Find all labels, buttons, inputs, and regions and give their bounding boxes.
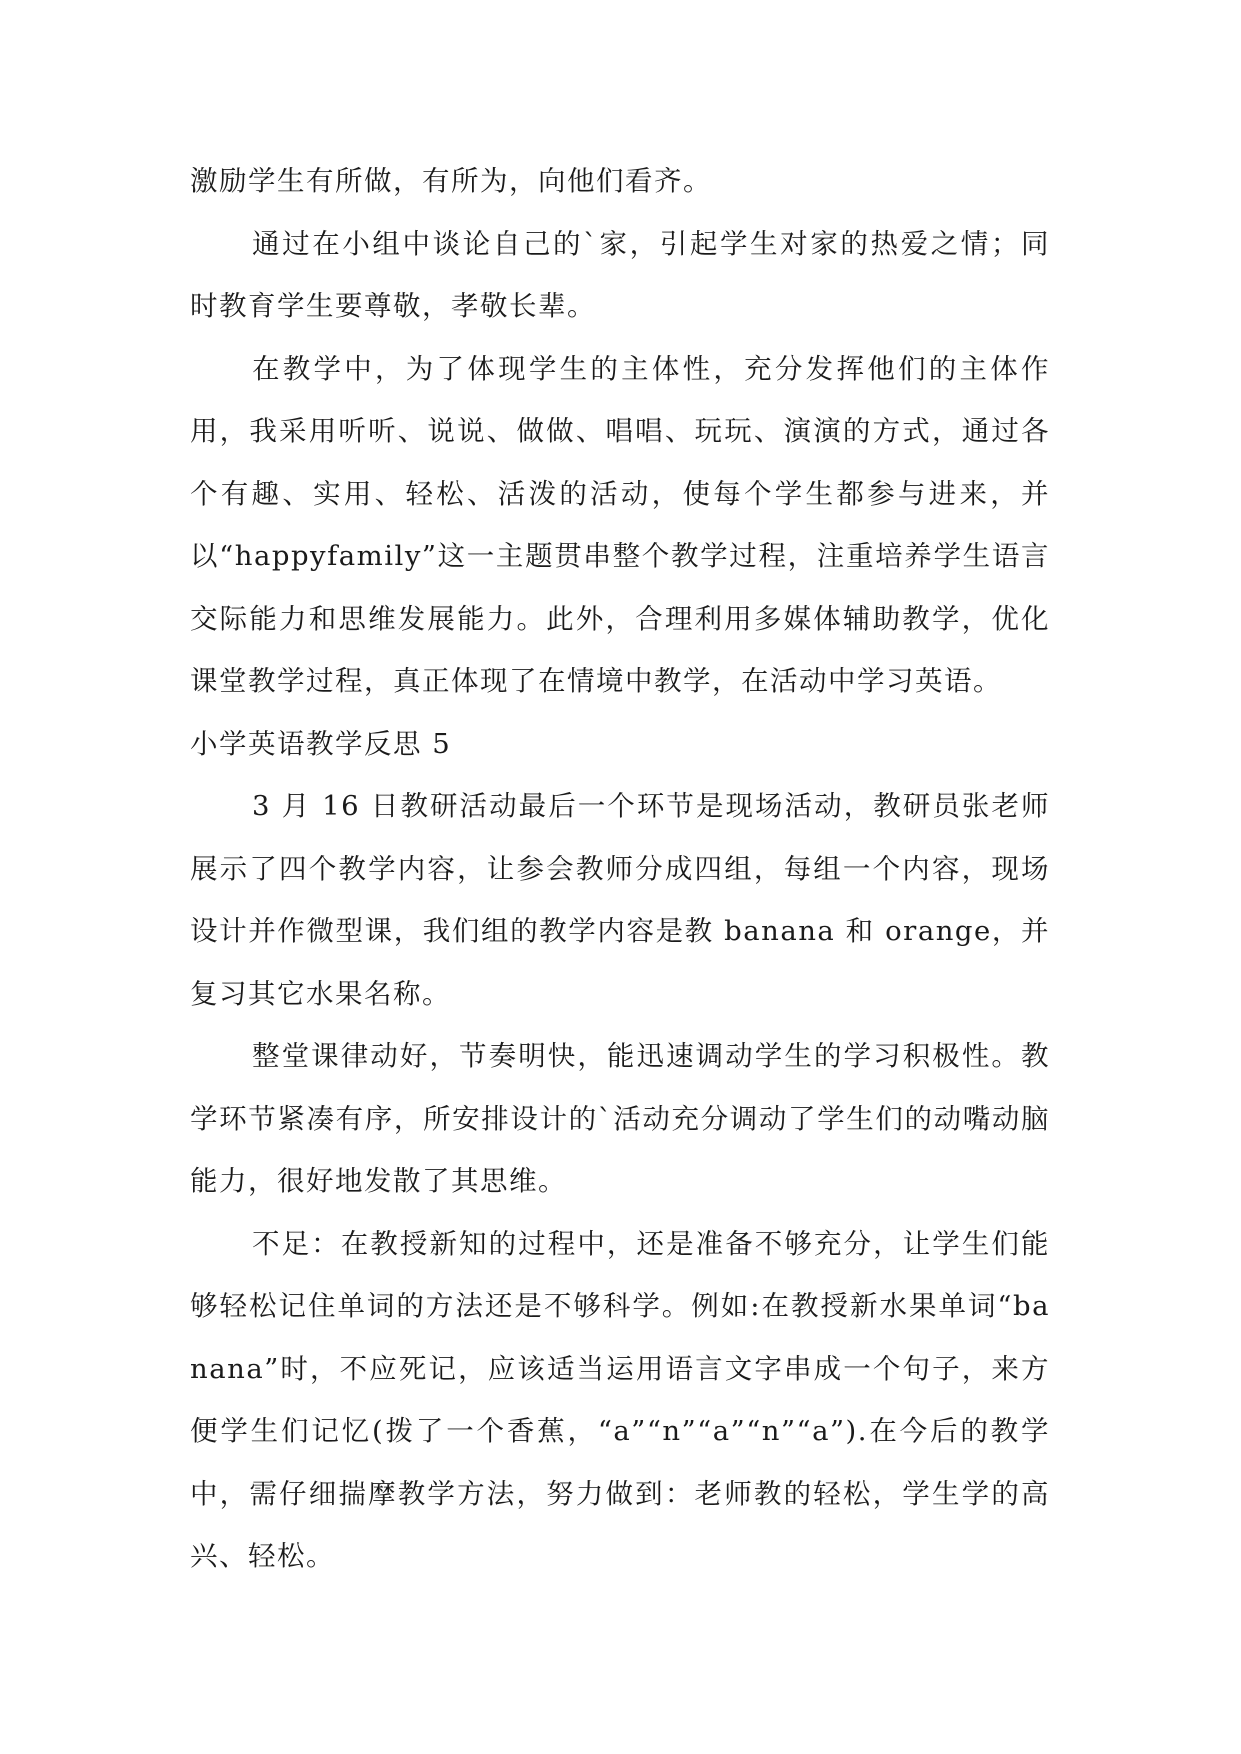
paragraph-shortcomings: 不足：在教授新知的过程中，还是准备不够充分，让学生们能够轻松记住单词的方法还是不够科学。例如:在教授新水果单词“banana”时，不应死记，应该适当运用语言文字串成一个句子，来方便学生们记忆(拨了一个香蕉，“a”“n”“a”“n”“a”).在今后的教学中，需仔细揣摩教学方法，努力做到：老师教的轻松，学生学的高兴、轻松。 [190, 1227, 1050, 1572]
paragraph-teaching-method: 在教学中，为了体现学生的主体性，充分发挥他们的主体作用，我采用听听、说说、做做、唱唱、玩玩、演演的方式，通过各个有趣、实用、轻松、活泼的活动，使每个学生都参与进来，并以“happyfamily”这一主题贯串整个教学过程，注重培养学生语言交际能力和思维发展能力。此外，合理利用多媒体辅助教学，优化课堂教学过程，真正体现了在情境中教学，在活动中学习英语。 [190, 352, 1050, 697]
paragraph-family-discussion: 通过在小组中谈论自己的`家，引起学生对家的热爱之情；同时教育学生要尊敬，孝敬长辈。 [190, 227, 1050, 322]
paragraph-lesson-strengths: 整堂课律动好，节奏明快，能迅速调动学生的学习积极性。教学环节紧凑有序，所安排设计的`活动充分调动了学生们的动嘴动脑能力，很好地发散了其思维。 [190, 1040, 1050, 1197]
section-heading: 小学英语教学反思 5 [190, 727, 452, 760]
document-page [190, 150, 1050, 1588]
paragraph-research-activity: 3 月 16 日教研活动最后一个环节是现场活动，教研员张老师展示了四个教学内容，让参会教师分成四组，每组一个内容，现场设计并作微型课，我们组的教学内容是教 banana 和 orange，并复习其它水果名称。 [190, 790, 1050, 1010]
paragraph-continuation: 激励学生有所做，有所为，向他们看齐。 [190, 165, 712, 197]
